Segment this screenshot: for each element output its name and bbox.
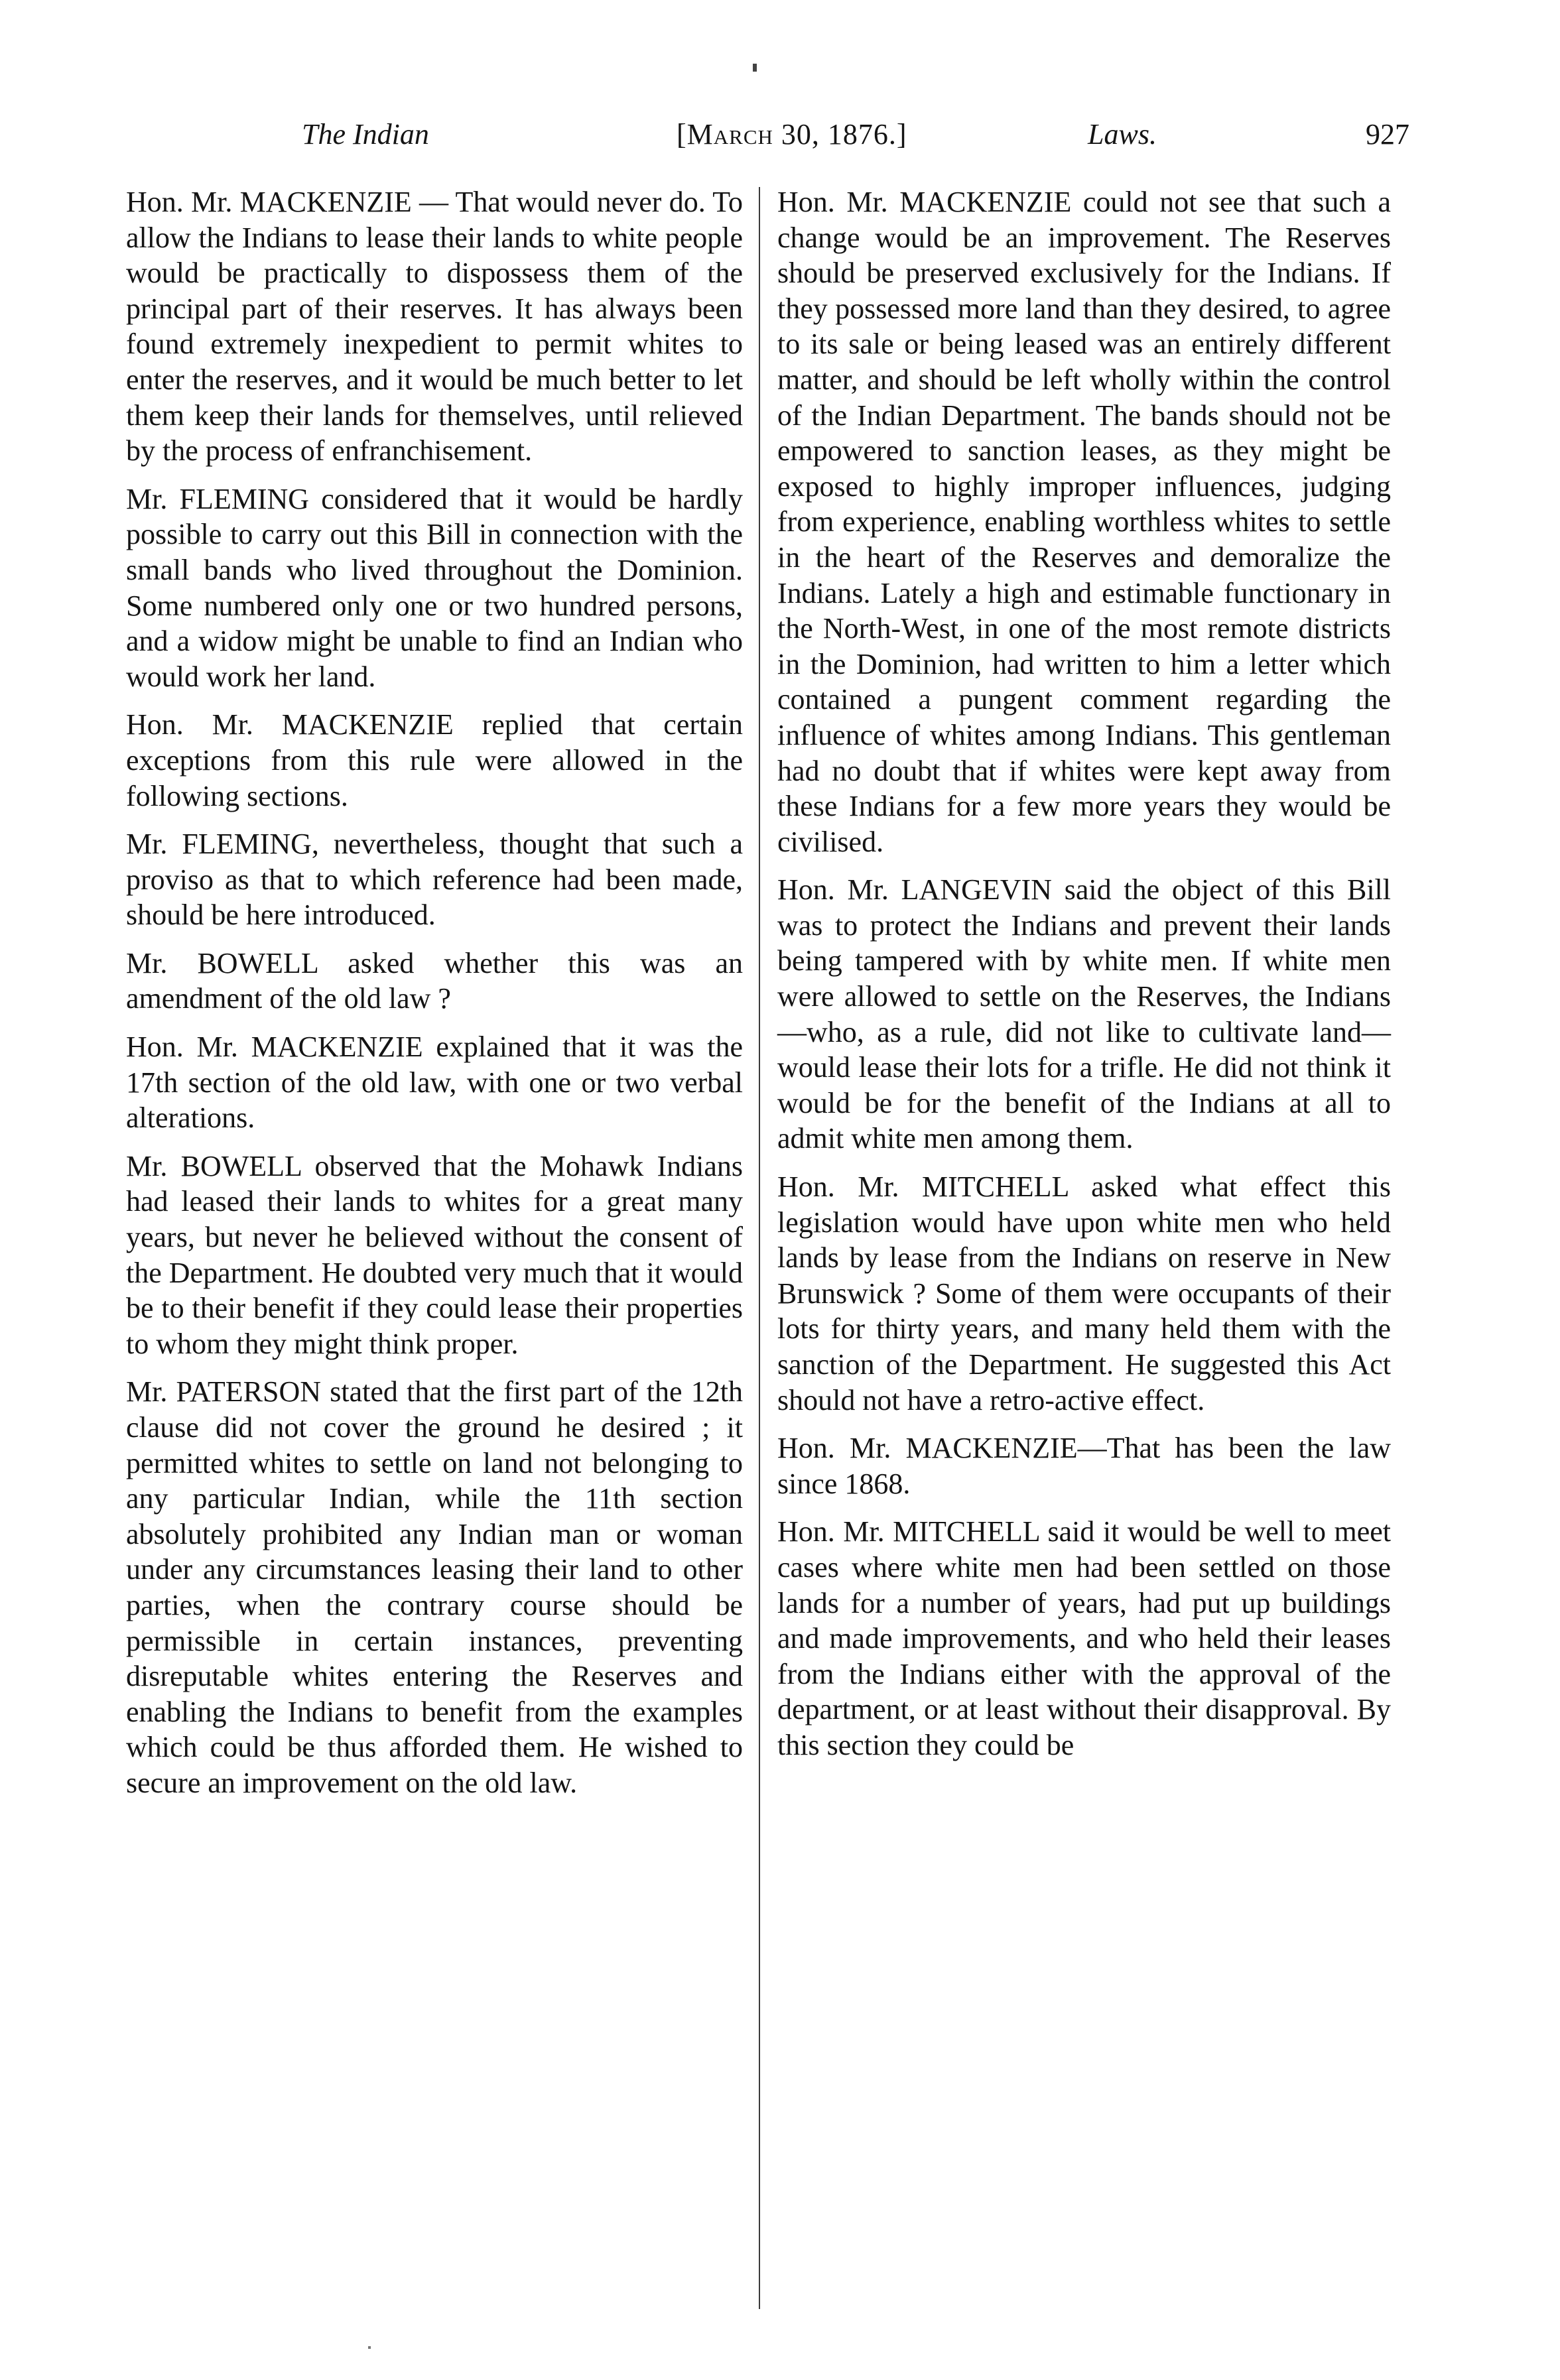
paragraph: Hon. Mr. MITCHELL said it would be well to meet cases where white men had been settled on those lands for a number of years, had put up buildings and made improvements, and who held their leases from the Indians either with the approval of the department, or at least without their disapproval. By this section they could be (777, 1515, 1391, 1761)
paragraph: Hon. Mr. LANGEVIN said the object of this Bill was to protect the Indians and prevent their lands being tampered with by white men. If white men were allowed to settle on the Reserves, the Indians—who, as a rule, did not like to cultivate land—would lease their lots for a trifle. He did not think it would be for the benefit of the Indians at all to admit white men among them. (777, 873, 1391, 1155)
header-date: [March 30, 1876.] (677, 118, 907, 151)
paragraph: Mr. PATERSON stated that the first part of the 12th clause did not cover the ground he desired ; it permitted whites to settle on land not belonging to any particular Indian, while the 11th section absolutely prohibited any Indian man or woman under any circumstances leasing their land to other parties, when the contrary course should be permissible in certain instances, preventing disreputable whites entering the Reserves and enabling the Indians to benefit from the examples which could be thus afforded them. He wished to secure an improvement on the old law. (126, 1375, 743, 1799)
paragraph: Mr. BOWELL asked whether this was an amendment of the old law ? (126, 946, 743, 1015)
paragraph: Mr. FLEMING, nevertheless, thought that such a proviso as that to which reference had been made, should be here introduced. (126, 828, 743, 932)
paragraph: Hon. Mr. MACKENZIE—That has been the law since 1868. (777, 1432, 1391, 1500)
paragraph: Mr. BOWELL observed that the Mohawk Indians had leased their lands to whites for a great many years, but never he believed without the consent of the Department. He doubted very much that it would be to their benefit if they could lease their properties to whom they might think proper. (126, 1149, 743, 1360)
left-column (126, 184, 743, 1814)
paragraph: Mr. FLEMING considered that it would be hardly possible to carry out this Bill in connection with the small bands who lived throughout the Dominion. Some numbered only one or two hundred persons, and a widow might be unable to find an Indian who would work her land. (126, 482, 743, 693)
running-header (126, 111, 1409, 158)
header-title-left: The Indian (302, 118, 429, 151)
paragraph: Hon. Mr. MACKENZIE replied that certain exceptions from this rule were allowed in the following sections. (126, 708, 743, 812)
column-divider (759, 187, 760, 2309)
paragraph: Hon. Mr. MACKENZIE — That would never do. To allow the Indians to lease their lands to white people would be practically to dispossess them of the principal part of their reserves. It has always been found extremely inexpedient to permit whites to enter the reserves, and it would be much better to let them keep their lands for themselves, until relieved by the process of enfranchisement. (126, 186, 743, 468)
right-column (777, 184, 1391, 1776)
page-number: 927 (1366, 118, 1409, 151)
paragraph: Hon. Mr. MACKENZIE could not see that such a change would be an improvement. The Reserves should be preserved exclusively for the Indians. If they possessed more land than they desired, to agree to its sale or being leased was an entirely different matter, and should be left wholly within the control of the Indian Department. The bands should not be empowered to sanction leases, as they might be exposed to highly improper influences, judging from experience, enabling worthless whites to settle in the heart of the Reserves and demoralize the Indians. Lately a high and estimable functionary in the North-West, in one of the most remote districts in the Dominion, had written to him a letter which contained a pungent comment regarding the influence of whites among Indians. This gentleman had no doubt that if whites were kept away from these Indians for a few more years they would be civilised. (777, 186, 1391, 858)
paragraph: Hon. Mr. MITCHELL asked what effect this legislation would have upon white men who held lands by lease from the Indians on reserve in New Brunswick ? Some of them were occupants of their lots for thirty years, and many held them with the sanction of the Department. He suggested this Act should not have a retro-active effect. (777, 1170, 1391, 1416)
header-title-right: Laws. (1088, 118, 1157, 151)
print-speck (753, 64, 757, 72)
print-speck (368, 2346, 371, 2349)
paragraph: Hon. Mr. MACKENZIE explained that it was the 17th section of the old law, with one or two verbal alterations. (126, 1031, 743, 1135)
